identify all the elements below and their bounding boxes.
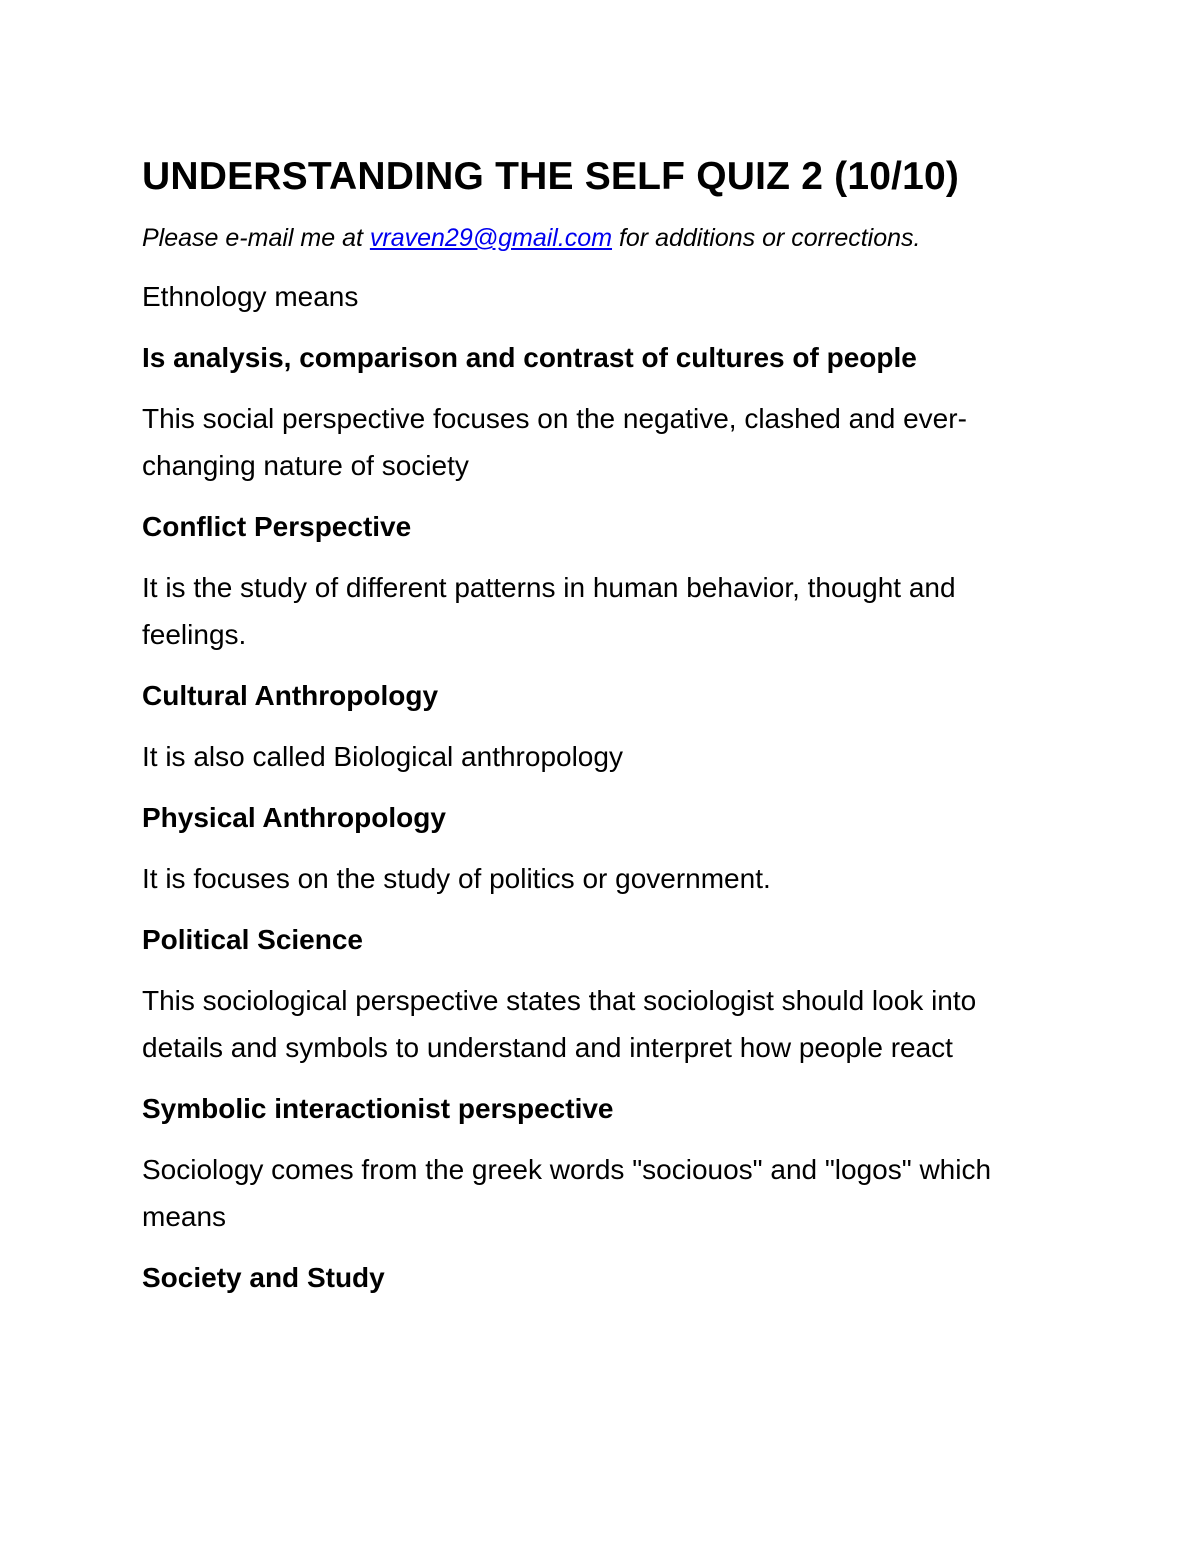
question-text: Ethnology means xyxy=(142,281,359,312)
answer-text: Cultural Anthropology xyxy=(142,680,439,711)
quiz-item xyxy=(142,855,1050,963)
quiz-item xyxy=(142,733,1050,841)
quiz-item xyxy=(142,1146,1050,1301)
answer-text: Society and Study xyxy=(142,1262,385,1293)
quiz-item xyxy=(142,977,1050,1132)
question-text: This social perspective focuses on the negative, clashed and ever-changing nature of society xyxy=(142,403,967,481)
question-text: This sociological perspective states that sociologist should look into details and symbols to understand and interpret how people react xyxy=(142,985,977,1063)
answer-text: Physical Anthropology xyxy=(142,802,446,833)
question-text: Sociology comes from the greek words "sociouos" and "logos" which means xyxy=(142,1154,992,1232)
question-text: It is also called Biological anthropology xyxy=(142,741,623,772)
question-text: It is focuses on the study of politics or government. xyxy=(142,863,771,894)
answer-text: Conflict Perspective xyxy=(142,511,412,542)
answer-text: Political Science xyxy=(142,924,363,955)
quiz-list xyxy=(142,273,1050,1301)
document-title: UNDERSTANDING THE SELF QUIZ 2 (10/10) xyxy=(142,155,960,198)
answer-text: Symbolic interactionist perspective xyxy=(142,1093,614,1124)
email-link[interactable]: vraven29@gmail.com xyxy=(369,224,613,252)
contact-note-prefix: Please e-mail me at xyxy=(142,224,370,252)
quiz-item xyxy=(142,395,1050,550)
quiz-item xyxy=(142,273,1050,381)
contact-note xyxy=(142,220,1050,256)
contact-note-suffix: for additions or corrections. xyxy=(612,224,921,252)
answer-text: Is analysis, comparison and contrast of cultures of people xyxy=(142,342,917,373)
question-text: It is the study of different patterns in human behavior, thought and feelings. xyxy=(142,572,956,650)
quiz-item xyxy=(142,564,1050,719)
